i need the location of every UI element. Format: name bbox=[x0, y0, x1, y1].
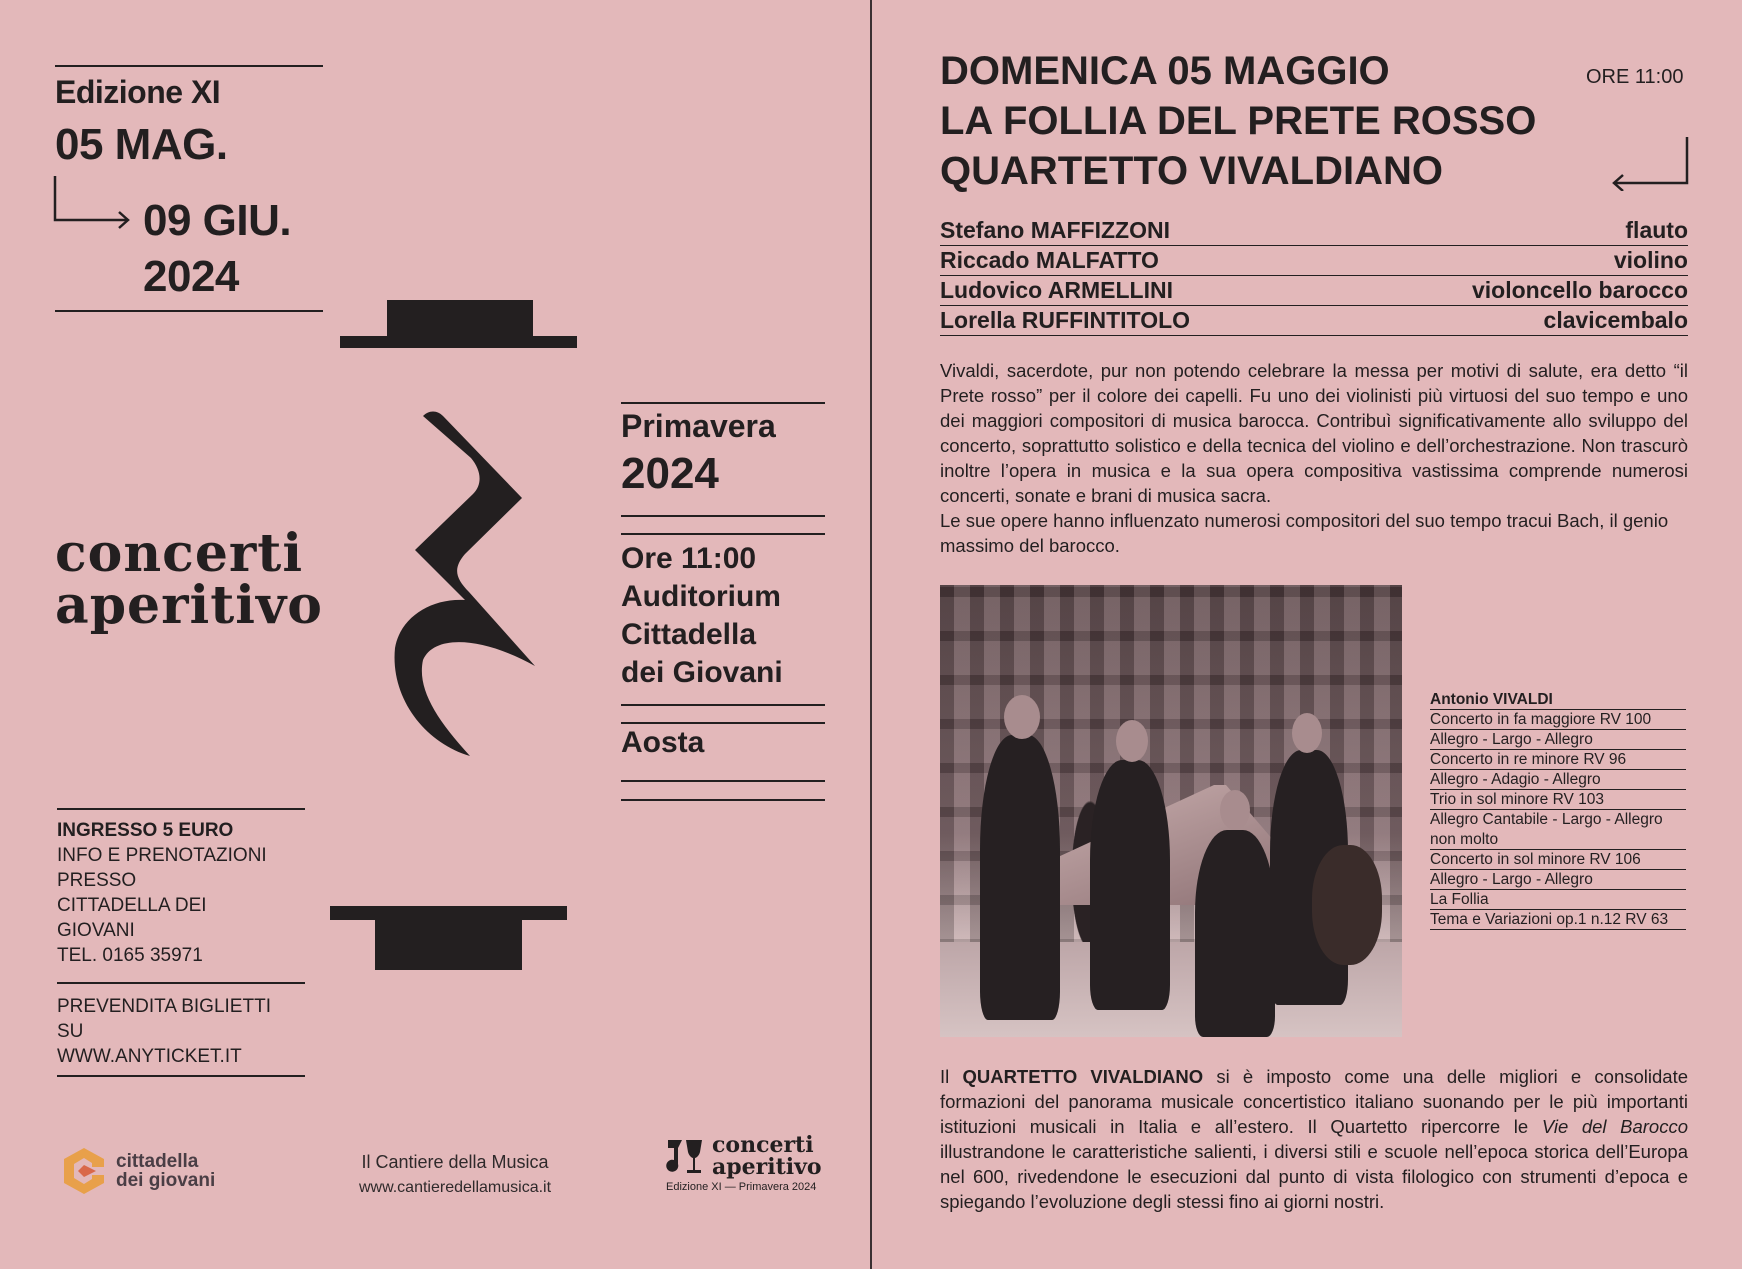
program-item: La Follia bbox=[1430, 890, 1686, 910]
rule bbox=[621, 402, 825, 404]
rule bbox=[621, 533, 825, 535]
photo-head bbox=[1292, 713, 1322, 753]
performer-row bbox=[940, 246, 1688, 276]
performer-name: Ludovico ARMELLINI bbox=[940, 277, 1173, 303]
presale-line: PREVENDITA BIGLIETTI bbox=[57, 996, 271, 1017]
presale-line: SU bbox=[57, 1021, 84, 1042]
rule bbox=[621, 780, 825, 782]
performer-name: Lorella RUFFINTITOLO bbox=[940, 307, 1191, 333]
rule bbox=[621, 799, 825, 801]
rule bbox=[57, 808, 305, 810]
venue-line: Auditorium bbox=[621, 580, 781, 613]
performers-list bbox=[940, 216, 1688, 336]
page-fold-divider bbox=[870, 0, 872, 1269]
program-item: Concerto in re minore RV 96 bbox=[1430, 750, 1686, 770]
info-line: PRESSO bbox=[57, 870, 137, 891]
concerti-line-1: concerti bbox=[712, 1132, 814, 1158]
cittadella-line-2: dei giovani bbox=[116, 1170, 216, 1191]
info-line: INFO E PRENOTAZIONI bbox=[57, 845, 267, 866]
logo-cittadella bbox=[60, 1145, 215, 1197]
info-line: CITTADELLA DEI bbox=[57, 895, 207, 916]
program-item: Concerto in sol minore RV 106 bbox=[1430, 850, 1686, 870]
music-rest-icon bbox=[325, 298, 585, 975]
photo-cello bbox=[1312, 845, 1382, 965]
performer-name: Stefano MAFFIZZONI bbox=[940, 217, 1170, 243]
rule bbox=[621, 704, 825, 706]
note-glass-icon bbox=[666, 1136, 706, 1176]
cantiere-url[interactable]: www.cantieredellamusica.it bbox=[358, 1179, 552, 1196]
ensemble-name: QUARTETTO VIVALDIANO bbox=[940, 149, 1443, 193]
event-title bbox=[940, 46, 1536, 196]
quartet-text: Il bbox=[940, 1066, 963, 1087]
program-item: Trio in sol minore RV 103 bbox=[1430, 790, 1686, 810]
venue-time: Ore 11:00 bbox=[621, 542, 757, 575]
brand-line-1: concerti bbox=[55, 523, 304, 584]
date-end-year: 2024 bbox=[143, 252, 239, 301]
logo-cantiere bbox=[350, 1152, 560, 1197]
program-item: Allegro Cantabile - Largo - Allegro bbox=[1430, 811, 1663, 828]
phone-number: TEL. 0165 35971 bbox=[57, 945, 203, 966]
photo-head bbox=[1220, 790, 1250, 830]
photo-person bbox=[1090, 760, 1170, 1010]
program-item: Tema e Variazioni op.1 n.12 RV 63 bbox=[1430, 910, 1686, 930]
season-year: 2024 bbox=[621, 449, 719, 498]
quartet-text: illustrandone le caratteristiche salienti, i diversi stili e scuole nell’epoca storica dell’Europa nel 600, rivedendone le esecuzioni dal punto di vista filologico con strumenti d’epoca e spiegando l’evoluzione degli stessi fino ai giorni nostri. bbox=[940, 1141, 1688, 1212]
rule bbox=[55, 65, 323, 67]
venue-block bbox=[621, 540, 783, 692]
photo-person bbox=[1195, 830, 1275, 1037]
event-name: LA FOLLIA DEL PRETE ROSSO bbox=[940, 99, 1537, 143]
program-composer: Antonio VIVALDI bbox=[1430, 690, 1686, 710]
bio-paragraph: Le sue opere hanno influenzato numerosi compositori del suo tempo tracui Bach, il genio massimo del barocco. bbox=[940, 510, 1669, 556]
performer-row bbox=[940, 216, 1688, 246]
performer-row bbox=[940, 276, 1688, 306]
season-label: Primavera bbox=[621, 408, 776, 444]
ensemble-photo bbox=[940, 585, 1402, 1037]
edition-label: Edizione XI bbox=[55, 74, 221, 110]
quartet-name: QUARTETTO VIVALDIANO bbox=[962, 1066, 1204, 1087]
program-item: Allegro - Largo - Allegro bbox=[1430, 730, 1686, 750]
date-start: 05 MAG. bbox=[55, 120, 228, 169]
photo-head bbox=[1116, 720, 1148, 762]
rule bbox=[621, 722, 825, 724]
program-item: Allegro - Largo - Allegro bbox=[1430, 870, 1686, 890]
event-time: ORE 11:00 bbox=[1586, 66, 1684, 88]
quartet-description bbox=[940, 1064, 1688, 1214]
date-end-day: 09 GIU. bbox=[143, 196, 292, 245]
quartet-text: si è imposto come una delle migliori e consolidate formazioni del panorama musicale concertistico italiano suonando per le più importanti istituzioni musicali in Italia e all’estero. Il Quartetto ripercorre le bbox=[940, 1066, 1688, 1137]
presale-info bbox=[57, 994, 307, 1069]
rule bbox=[57, 1075, 305, 1077]
concerti-subtitle: Edizione XI — Primavera 2024 bbox=[666, 1181, 817, 1193]
venue-line: dei Giovani bbox=[621, 656, 783, 689]
brand-wordmark bbox=[55, 523, 323, 636]
performer-row bbox=[940, 306, 1688, 336]
return-arrow-icon bbox=[1610, 135, 1690, 196]
performer-name: Riccado MALFATTO bbox=[940, 247, 1159, 273]
ticket-price: INGRESSO 5 EURO bbox=[57, 820, 234, 841]
program-item: non molto bbox=[1430, 830, 1686, 850]
season-block bbox=[621, 408, 776, 499]
concert-program bbox=[1430, 690, 1686, 930]
city-label: Aosta bbox=[621, 726, 705, 759]
cittadella-line-1: cittadella bbox=[116, 1151, 199, 1172]
photo-person bbox=[980, 735, 1060, 1020]
quartet-italic-title: Vie del Barocco bbox=[1541, 1116, 1688, 1137]
ticket-info bbox=[57, 818, 307, 968]
performer-instrument: violino bbox=[1613, 247, 1688, 273]
bio-paragraph: Vivaldi, sacerdote, pur non potendo celebrare la messa per motivi di salute, era detto “il Prete rosso” per il colore dei capelli. Fu uno dei violinisti più virtuosi del suo tempo e uno dei maggiori compositori di musica barocca. Contribuì significativamente allo sviluppo del concerto, soprattutto solistico e della tecnica del violino e dell’orchestrazione. Non trascurò inoltre l’opera in musica e la sua opera compositiva vastissima comprende numerosi concerti, sonate e brani di musica sacra. bbox=[940, 360, 1688, 506]
ticket-website-link[interactable]: WWW.ANYTICKET.IT bbox=[57, 1046, 242, 1067]
brand-line-2: aperitivo bbox=[55, 575, 323, 636]
photo-head bbox=[1004, 695, 1040, 739]
rule bbox=[55, 310, 323, 312]
performer-instrument: clavicembalo bbox=[1543, 307, 1688, 333]
event-date: DOMENICA 05 MAGGIO bbox=[940, 49, 1390, 93]
info-line: GIOVANI bbox=[57, 920, 135, 941]
program-item: Concerto in fa maggiore RV 100 bbox=[1430, 710, 1686, 730]
program-item: Allegro - Adagio - Allegro bbox=[1430, 770, 1686, 790]
rule bbox=[621, 515, 825, 517]
venue-line: Cittadella bbox=[621, 618, 757, 651]
vivaldi-bio bbox=[940, 358, 1688, 558]
logo-concerti-aperitivo bbox=[666, 1134, 822, 1193]
hexagon-c-logo-icon bbox=[60, 1145, 108, 1197]
performer-instrument: flauto bbox=[1625, 217, 1688, 243]
arrow-right-icon bbox=[53, 176, 133, 237]
rule bbox=[57, 982, 305, 984]
performer-instrument: violoncello barocco bbox=[1472, 277, 1688, 303]
date-end bbox=[143, 193, 291, 305]
concerti-line-2: aperitivo bbox=[712, 1154, 822, 1180]
cantiere-name: Il Cantiere della Musica bbox=[361, 1152, 549, 1172]
